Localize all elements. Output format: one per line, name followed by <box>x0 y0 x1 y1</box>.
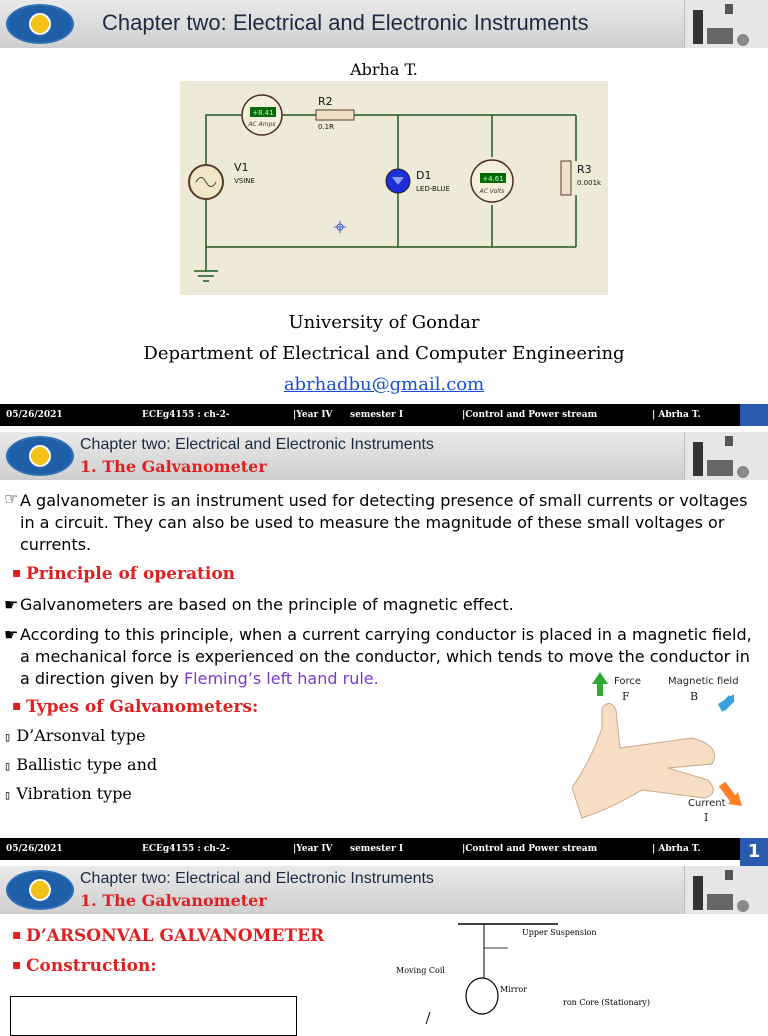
types-heading: Types of Galvanometers: <box>26 697 259 717</box>
point2-icon: ☛ <box>4 625 19 644</box>
ammeter-label: AC Amps <box>248 121 276 128</box>
d1-type: LED-BLUE <box>416 185 450 193</box>
principle-bullet: ▪ <box>12 565 22 581</box>
slide2-header <box>0 432 768 480</box>
voltmeter-label: AC Volts <box>479 188 505 195</box>
instrument-image <box>684 432 768 480</box>
intro-bullet-icon: ☞ <box>4 489 19 508</box>
department-name: Department of Electrical and Computer Engineering <box>143 343 625 364</box>
circuit-diagram <box>180 81 608 295</box>
slide1-chapter-title: Chapter two: Electrical and Electronic Instruments <box>102 10 589 35</box>
box-icon: ▯ <box>4 788 12 802</box>
page-number-box <box>740 404 768 426</box>
university-name: University of Gondar <box>288 312 480 333</box>
slide3-chapter-title: Chapter two: Electrical and Electronic Instruments <box>80 870 434 887</box>
content-box <box>10 996 297 1036</box>
current-symbol: I <box>704 811 709 824</box>
instrument-image <box>684 0 768 48</box>
ammeter-value: +8.41 <box>252 109 274 117</box>
footer-date: 05/26/2021 <box>6 844 63 854</box>
slide1-header <box>0 0 768 48</box>
author-name: Abrha T. <box>350 60 418 79</box>
footer-semester: semester I <box>350 410 404 420</box>
types-bullet: ▪ <box>12 698 22 714</box>
r3-value: 0.001k <box>577 179 602 187</box>
slide3-section-title: 1. The Galvanometer <box>80 891 267 910</box>
page-number-box <box>740 838 768 866</box>
footer-author: | Abrha T. <box>652 410 701 420</box>
construction-heading: Construction: <box>26 956 157 976</box>
list-item <box>4 755 157 784</box>
force-symbol: F <box>622 690 630 703</box>
field-label: Magnetic field <box>668 676 739 687</box>
v1-name: V1 <box>234 161 249 174</box>
footer-year: |Year IV <box>293 410 333 420</box>
flemings-rule: Fleming’s left hand rule. <box>183 669 379 688</box>
type-label: Vibration type <box>16 784 132 803</box>
r2-name: R2 <box>318 95 333 108</box>
upper-suspension-label: Upper Suspension <box>522 928 597 937</box>
footer-course: ECEg4155 : ch-2- <box>142 410 230 420</box>
point2-body: According to this principle, when a current carrying conductor is placed in a magnetic field, a mechanical force is experienced on the conductor, which tends to move the conductor in a direction given by <box>20 625 752 688</box>
force-label: Force <box>614 676 642 687</box>
instrument-image <box>684 866 768 914</box>
email-link[interactable]: abrhadbu@gmail.com <box>283 374 485 395</box>
slide2-chapter-title: Chapter two: Electrical and Electronic Instruments <box>80 436 434 453</box>
left-hand-rule-figure <box>572 668 762 828</box>
current-label: Current <box>688 798 726 809</box>
footer-date: 05/26/2021 <box>6 410 63 420</box>
point1-text: Galvanometers are based on the principle of magnetic effect. <box>20 595 514 614</box>
darsonval-heading: D’ARSONVAL GALVANOMETER <box>26 926 325 946</box>
footer-year: |Year IV <box>293 844 333 854</box>
r2-value: 0.1R <box>318 123 334 131</box>
footer-stream: |Control and Power stream <box>462 410 598 420</box>
r3-name: R3 <box>577 163 592 176</box>
darsonval-bullet: ▪ <box>12 927 22 943</box>
type-label: Ballistic type and <box>16 755 158 774</box>
university-logo <box>6 4 74 44</box>
galvanometer-construction-diagram <box>380 916 670 1024</box>
galvanometer-definition: A galvanometer is an instrument used for detecting presence of small currents or voltages in a circuit. They can also be used to measure the magnitude of these small voltages or currents. <box>20 491 748 554</box>
box-icon: ▯ <box>4 759 12 773</box>
d1-name: D1 <box>416 169 432 182</box>
slide3-header <box>0 866 768 914</box>
voltmeter-value: +4.61 <box>482 175 504 183</box>
footer-stream: |Control and Power stream <box>462 844 598 854</box>
type-label: D’Arsonval type <box>16 726 146 745</box>
page-number: 1 <box>747 841 761 862</box>
list-item <box>4 784 157 813</box>
iron-core-label: ron Core (Stationary) <box>563 998 650 1007</box>
footer-author: | Abrha T. <box>652 844 701 854</box>
university-logo <box>6 436 74 476</box>
slide1-footer <box>0 404 768 426</box>
mirror-label: Mirror <box>500 985 528 994</box>
construction-bullet: ▪ <box>12 957 22 973</box>
slide2-section-title: 1. The Galvanometer <box>80 457 267 476</box>
footer-course: ECEg4155 : ch-2- <box>142 844 230 854</box>
principle-heading: Principle of operation <box>26 564 236 584</box>
v1-type: VSINE <box>234 177 255 185</box>
footer-semester: semester I <box>350 844 404 854</box>
box-icon: ▯ <box>4 730 12 744</box>
list-item <box>4 726 157 755</box>
moving-coil-label: Moving Coil <box>396 966 445 975</box>
types-list <box>4 726 157 813</box>
point1-icon: ☛ <box>4 595 19 614</box>
university-logo <box>6 870 74 910</box>
slide2-footer <box>0 838 768 860</box>
field-symbol: B <box>690 690 699 703</box>
